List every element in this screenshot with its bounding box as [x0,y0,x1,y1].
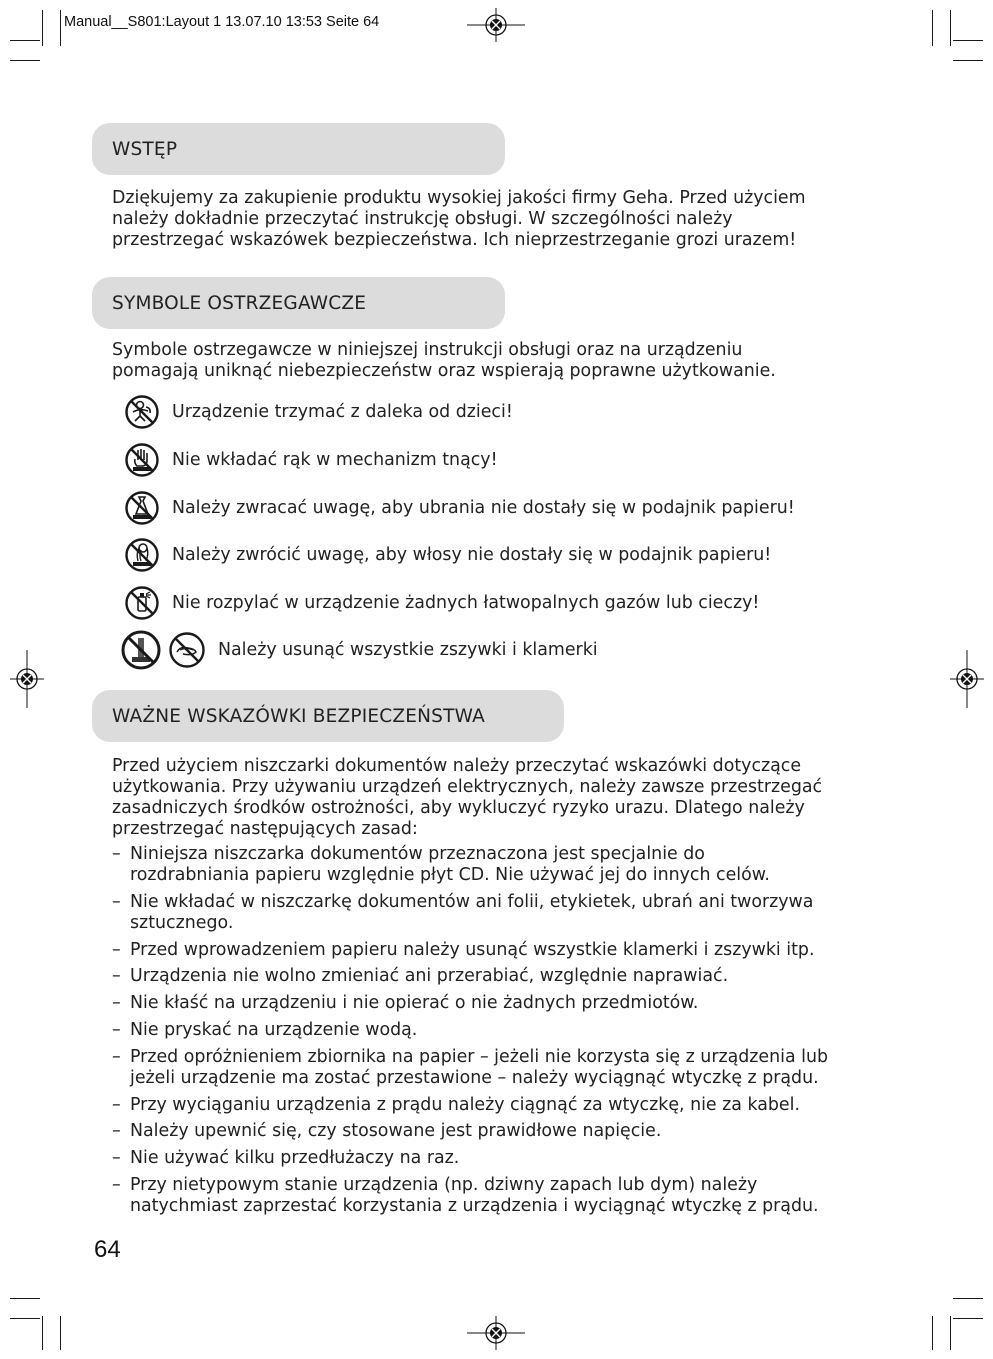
text-line: użytkowania. Przy używaniu urządzeń elektrycznych, należy zawsze przestrzegać [112,777,823,797]
list-item [112,940,892,961]
text-line: Przed wprowadzeniem papieru należy usunąć wszystkie klamerki i zszywki itp. [130,939,815,960]
text-line: Nie pryskać na urządzenie wodą. [130,1019,418,1040]
text-line: Należy upewnić się, czy stosowane jest prawidłowe napięcie. [130,1121,662,1142]
text-line: zasadniczych środków ostrożności, aby wykluczyć ryzyko urazu. Dlatego należy [112,798,805,818]
list-item [112,993,892,1014]
symbol-description: Nie rozpylać w urządzenie żadnych łatwopalnych gazów lub cieczy! [172,593,760,613]
no-staples-icon [120,629,162,671]
registration-mark-icon [950,650,984,708]
crop-mark [60,10,61,46]
section-heading-intro [92,123,505,175]
crop-mark [953,60,983,61]
print-slug: Manual__S801:Layout 1 13.07.10 13:53 Seite 64 [64,14,380,30]
safety-paragraph [112,756,872,840]
registration-mark-icon [10,650,44,708]
bullet-dash: – [112,844,121,864]
crop-mark [950,1316,951,1350]
crop-mark [953,1298,983,1299]
no-long-hair-icon [124,537,160,573]
list-item [112,1148,892,1169]
text-line: przestrzegać następujących zasad: [112,819,418,839]
section-title: SYMBOLE OSTRZEGAWCZE [112,292,367,314]
warning-symbol-row [120,632,598,668]
text-line: Przy nietypowym stanie urządzenia (np. dziwny zapach lub dym) należy [130,1174,758,1195]
text-line: Przy wyciąganiu urządzenia z prądu należy ciągnąć za wtyczkę, nie za kabel. [130,1094,800,1115]
bullet-dash: – [112,1148,121,1169]
text-line: Nie wkładać w niszczarkę dokumentów ani folii, etykietek, ubrań ani tworzywa [130,891,814,912]
no-spray-icon [124,585,160,621]
list-item [112,844,892,886]
symbol-description: Nie wkładać rąk w mechanizm tnący! [172,450,498,470]
bullet-dash: – [112,1019,121,1040]
section-heading-safety [92,690,564,742]
list-item [112,1095,892,1116]
text-line: Przed opróżnieniem zbiornika na papier – jeżeli nie korzysta się z urządzenia lub [130,1046,829,1067]
bullet-dash: – [112,1174,121,1195]
list-item [112,966,892,987]
warning-symbol-row [124,490,795,526]
text-line: sztucznego. [130,912,234,933]
page-number: 64 [94,1236,121,1263]
text-line: rozdrabniania papieru względnie płyt CD. Nie używać jej do innych celów. [130,865,770,885]
section-title: WSTĘP [112,138,178,160]
bullet-dash: – [112,1121,121,1142]
safety-list [112,844,892,1223]
crop-mark [932,10,933,46]
list-item [112,1020,892,1041]
bullet-dash: – [112,993,121,1014]
text-line: Symbole ostrzegawcze w niniejszej instrukcji obsługi oraz na urządzeniu [112,340,743,360]
crop-mark [10,60,40,61]
list-item [112,1121,892,1142]
symbol-description: Urządzenie trzymać z daleka od dzieci! [172,402,513,422]
bullet-dash: – [112,1094,121,1115]
list-item [112,1047,892,1089]
crop-mark [10,1318,40,1319]
text-line: Nie kłaść na urządzeniu i nie opierać o nie żadnych przedmiotów. [130,993,699,1014]
no-hands-icon [124,442,160,478]
text-line: Niniejsza niszczarka dokumentów przeznaczona jest specjalnie do [130,844,705,864]
warning-symbol-row [124,585,759,621]
text-line: Dziękujemy za zakupienie produktu wysokiej jakości firmy Geha. Przed użyciem [112,188,806,208]
section-title: WAŻNE WSKAZÓWKI BEZPIECZEŃSTWA [112,705,485,727]
bullet-dash: – [112,891,121,912]
crop-mark [10,40,40,41]
crop-mark [932,1316,933,1350]
warning-symbol-row [124,394,513,430]
bullet-dash: – [112,1046,121,1067]
list-item [112,892,892,934]
warning-symbol-row [124,442,498,478]
registration-mark-icon [467,8,525,42]
no-clips-icon [168,631,206,669]
bullet-dash: – [112,939,121,960]
text-line: Przed użyciem niszczarki dokumentów należy przeczytać wskazówki dotyczące [112,756,802,776]
crop-mark [953,1318,983,1319]
symbol-description: Należy zwracać uwagę, aby ubrania nie dostały się w podajnik papieru! [172,498,795,518]
symbol-description: Należy zwrócić uwagę, aby włosy nie dostały się w podajnik papieru! [172,545,772,565]
crop-mark [60,1316,61,1350]
text-line: natychmiast zaprzestać korzystania z urządzenia i wyciągnąć wtyczkę z prądu. [130,1195,819,1216]
text-line: jeżeli urządzenie ma zostać przestawione – należy wyciągnąć wtyczkę z prądu. [130,1067,819,1088]
text-line: przestrzegać wskazówek bezpieczeństwa. Ich nieprzestrzeganie grozi urazem! [112,230,797,250]
warning-symbol-row [124,537,771,573]
crop-mark [42,1316,43,1350]
section-heading-symbols [92,277,505,329]
text-line: należy dokładnie przeczytać instrukcję obsługi. W szczególności należy [112,209,733,229]
registration-mark-icon [467,1316,525,1350]
no-children-icon [124,394,160,430]
symbol-description: Należy usunąć wszystkie zszywki i klamerki [218,640,598,660]
list-item [112,1175,892,1217]
crop-mark [10,1298,40,1299]
no-loose-clothing-icon [124,490,160,526]
crop-mark [42,10,43,46]
text-line: Urządzenia nie wolno zmieniać ani przerabiać, względnie naprawiać. [130,966,729,987]
text-line: pomagają uniknąć niebezpieczeństw oraz wspierają poprawne użytkowanie. [112,361,776,381]
crop-mark [950,10,951,46]
symbols-paragraph [112,340,872,382]
bullet-dash: – [112,966,121,987]
text-line: Nie używać kilku przedłużaczy na raz. [130,1148,460,1169]
crop-mark [953,40,983,41]
intro-paragraph [112,188,872,251]
